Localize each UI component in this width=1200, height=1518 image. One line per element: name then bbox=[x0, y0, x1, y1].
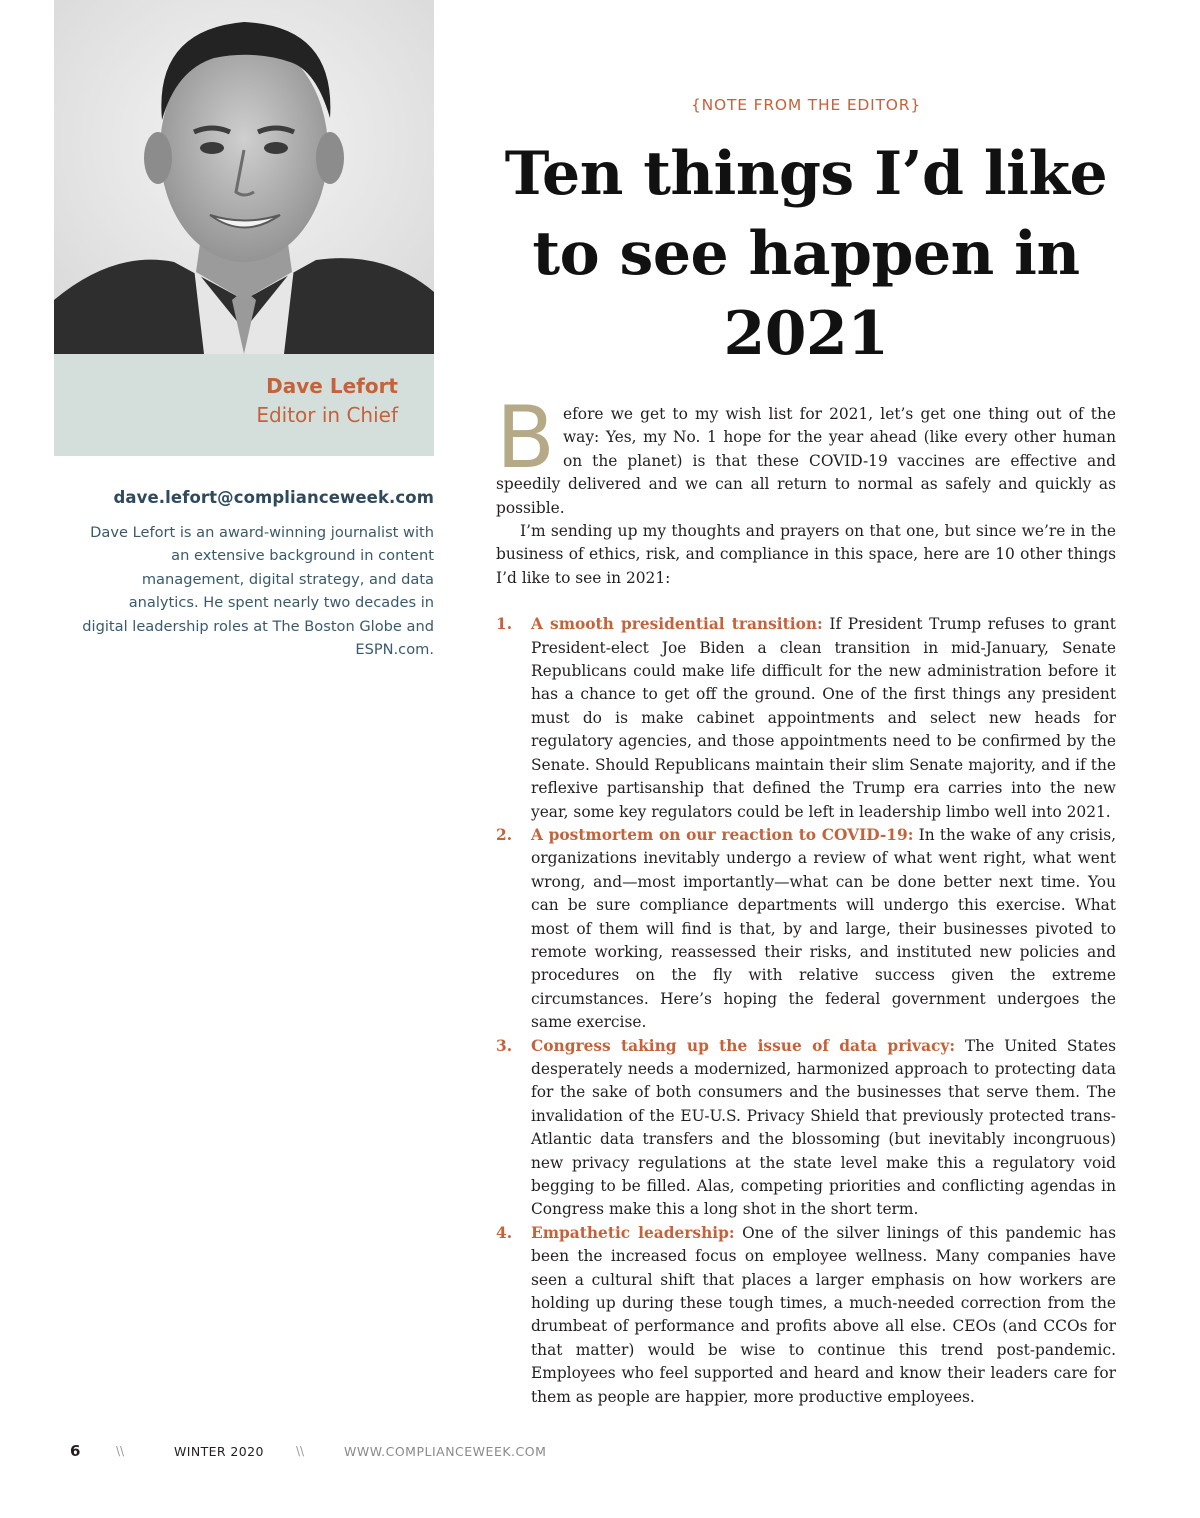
item-number: 1. bbox=[496, 615, 513, 634]
item-number: 3. bbox=[496, 1036, 513, 1055]
item-body: In the wake of any crisis, organizations inevitably undergo a review of what went right, what went wrong, and—most importantly—what can be done better next time. You can be sure compliance departments will undergo this exercise. What most of them will find is that, by and large, their businesses pivoted to remote working, reassessed their risks, and instituted new policies and procedures on the fly with relative success given the extreme circumstances. Here’s hoping the federal government undergoes the same exercise. bbox=[531, 825, 1116, 1032]
article-body bbox=[496, 388, 1116, 1409]
wish-list bbox=[496, 613, 1116, 1409]
list-item bbox=[496, 613, 1116, 824]
author-name-box bbox=[54, 354, 434, 456]
footer-separator: \\ bbox=[296, 1444, 305, 1458]
item-title: A postmortem on our reaction to COVID-19: bbox=[531, 825, 914, 844]
item-body: If President Trump refuses to grant President-elect Joe Biden a clean transition in mid-January, Senate Republicans could make life difficult for the new administration before it has a chance to get off the ground. One of the first things any president must do is make cabinet appointments and select new heads for regulatory agencies, and those appointments need to be confirmed by the Senate. Should Republicans maintain their slim Senate majority, and if the reflexive partisanship that defined the Trump era carries into the new year, some key regulators could be left in leadership limbo well into 2021. bbox=[531, 615, 1116, 821]
list-item bbox=[496, 1222, 1116, 1409]
website-link[interactable]: WWW.COMPLIANCEWEEK.COM bbox=[344, 1444, 547, 1459]
footer-separator: \\ bbox=[116, 1444, 125, 1458]
article-headline: Ten things I’d like to see happen in 2021 bbox=[504, 139, 1108, 369]
page-number: 6 bbox=[70, 1442, 81, 1460]
item-number: 2. bbox=[496, 825, 513, 844]
lead-paragraph bbox=[496, 388, 1116, 520]
author-email-link[interactable]: dave.lefort@complianceweek.com bbox=[113, 488, 434, 507]
page-footer bbox=[70, 1444, 770, 1464]
item-title: Congress taking up the issue of data privacy: bbox=[531, 1036, 956, 1055]
author-photo bbox=[54, 0, 434, 354]
drop-cap: B bbox=[496, 388, 555, 488]
lead-text: efore we get to my wish list for 2021, let’s get one thing out of the way: Yes, my No. 1 hope for the year ahead (like every other human on the planet) is that these COVID-19 vaccines are effective and speedily delivered and we can all return to normal as safely and quickly as possible. bbox=[496, 405, 1116, 517]
item-body: One of the silver linings of this pandemic has been the increased focus on employee wellness. Many companies have seen a cultural shift that places a larger emphasis on how workers are holding up during these tough times, a much-needed correction from the drumbeat of performance and profits above all else. CEOs (and CCOs for that matter) would be wise to continue this trend post-pandemic. Employees who feel supported and heard and know their leaders care for them as people are happier, more productive employees. bbox=[531, 1223, 1116, 1406]
item-number: 4. bbox=[496, 1223, 513, 1242]
author-title: Editor in Chief bbox=[256, 403, 398, 427]
list-item bbox=[496, 824, 1116, 1035]
item-title: A smooth presidential transition: bbox=[531, 615, 823, 634]
issue-season: WINTER 2020 bbox=[174, 1444, 264, 1459]
intro-paragraph: I’m sending up my thoughts and prayers on that one, but since we’re in the business of ethics, risk, and compliance in this space, here are 10 other things I’d like to see in 2021: bbox=[496, 522, 1116, 587]
list-item bbox=[496, 1035, 1116, 1222]
portrait-illustration bbox=[54, 0, 434, 354]
section-kicker: {NOTE FROM THE EDITOR} bbox=[690, 96, 922, 114]
author-bio: Dave Lefort is an award-winning journalist with an extensive background in content management, digital strategy, and data analytics. He spent nearly two decades in digital leadership roles at The Boston Globe and ESPN.com. bbox=[82, 524, 434, 659]
author-name: Dave Lefort bbox=[266, 374, 398, 398]
item-title: Empathetic leadership: bbox=[531, 1223, 735, 1242]
item-body: The United States desperately needs a modernized, harmonized approach to protecting data for the sake of both consumers and the businesses that serve them. The invalidation of the EU-U.S. Privacy Shield that previously protected trans-Atlantic data transfers and the blossoming (but inevitably incongruous) new privacy regulations at the state level make this a regulatory void begging to be filled. Alas, competing priorities and conflicting agendas in Congress make this a long shot in the short term. bbox=[531, 1036, 1116, 1219]
